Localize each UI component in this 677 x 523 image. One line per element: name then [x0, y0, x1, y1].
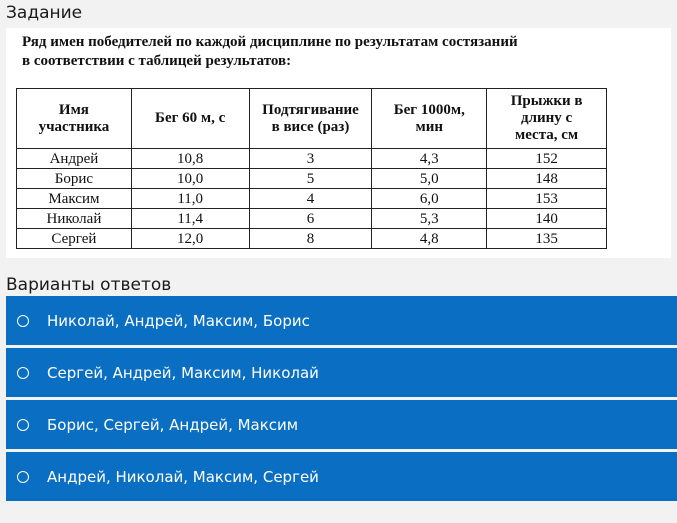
answer-option-label: Борис, Сергей, Андрей, Максим [47, 415, 299, 434]
answer-option-label: Николай, Андрей, Максим, Борис [47, 311, 310, 330]
cell-name: Максим [17, 189, 132, 209]
table-row [17, 149, 607, 169]
answer-option-label: Сергей, Андрей, Максим, Николай [47, 363, 319, 382]
cell-run-1000m: 6,0 [372, 189, 487, 209]
cell-run-60m: 11,0 [131, 189, 249, 209]
cell-run-60m: 12,0 [131, 229, 249, 249]
header-long-jump: Прыжки в длину с места, см [487, 89, 607, 149]
table-row [17, 169, 607, 189]
cell-run-1000m: 4,8 [372, 229, 487, 249]
cell-long-jump: 135 [487, 229, 607, 249]
table-row [17, 209, 607, 229]
radio-circle-icon[interactable] [17, 315, 29, 327]
task-text-line-2: в соответствии с таблицей результатов: [22, 53, 292, 69]
cell-long-jump: 153 [487, 189, 607, 209]
cell-run-60m: 10,8 [131, 149, 249, 169]
table-header-row [17, 89, 607, 149]
radio-circle-icon[interactable] [17, 367, 29, 379]
cell-name: Борис [17, 169, 132, 189]
task-text [22, 33, 642, 71]
header-run-1000m: Бег 1000м, мин [372, 89, 487, 149]
cell-long-jump: 152 [487, 149, 607, 169]
cell-pullups: 8 [249, 229, 372, 249]
task-card [6, 28, 671, 258]
results-table [16, 88, 607, 249]
cell-long-jump: 140 [487, 209, 607, 229]
cell-run-1000m: 5,0 [372, 169, 487, 189]
cell-pullups: 5 [249, 169, 372, 189]
answer-option-1[interactable] [6, 296, 677, 345]
cell-pullups: 6 [249, 209, 372, 229]
answer-option-label: Андрей, Николай, Максим, Сергей [47, 467, 319, 486]
task-text-line-1: Ряд имен победителей по каждой дисциплине по результатам состязаний [22, 34, 518, 50]
cell-long-jump: 148 [487, 169, 607, 189]
answers-heading: Варианты ответов [6, 275, 172, 295]
answer-option-3[interactable] [6, 400, 677, 449]
cell-run-60m: 10,0 [131, 169, 249, 189]
radio-circle-icon[interactable] [17, 419, 29, 431]
cell-run-60m: 11,4 [131, 209, 249, 229]
table-row [17, 229, 607, 249]
cell-pullups: 4 [249, 189, 372, 209]
cell-pullups: 3 [249, 149, 372, 169]
answer-option-4[interactable] [6, 452, 677, 501]
cell-name: Андрей [17, 149, 132, 169]
task-heading: Задание [6, 3, 83, 23]
table-row [17, 189, 607, 209]
cell-run-1000m: 5,3 [372, 209, 487, 229]
header-run-60m: Бег 60 м, с [131, 89, 249, 149]
header-participant: Имя участника [17, 89, 132, 149]
cell-name: Николай [17, 209, 132, 229]
answer-option-2[interactable] [6, 348, 677, 397]
cell-name: Сергей [17, 229, 132, 249]
radio-circle-icon[interactable] [17, 471, 29, 483]
header-pullups: Подтягивание в висе (раз) [249, 89, 372, 149]
cell-run-1000m: 4,3 [372, 149, 487, 169]
